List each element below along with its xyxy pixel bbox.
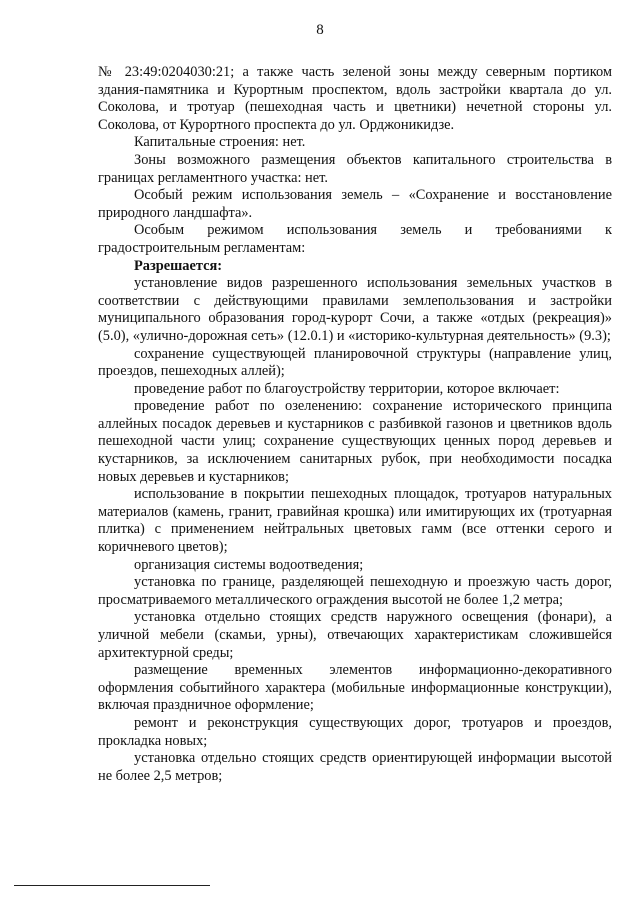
paragraph-road-repair: ремонт и реконструкция существующих дорог, тротуаров и проездов, прокладка новых;: [98, 714, 612, 749]
paragraph-lighting-furniture: установка отдельно стоящих средств наружного освещения (фонари), а уличной мебели (скамьи, урны), отвечающих характеристикам сложившейся архитектурной среды;: [98, 609, 612, 661]
paragraph-paving-materials: использование в покрытии пешеходных площадок, тротуаров натуральных материалов (камень, гранит, гравийная крошка) или имитирующих их (тротуарная плитка) с применением нейтральных цветовых гамм (все оттенки серого и коричневого цветов);: [98, 486, 612, 556]
paragraph-land-use-types: установление видов разрешенного использования земельных участков в соответствии с действующими правилами землепользования и застройки муниципального образования город-курорт Сочи, а также «отдых (рекреация)» (5.0), «улично-дорожная сеть» (12.0.1) и «историко-культурная деятельность» (9.3);: [98, 275, 612, 344]
footnote-separator-line: [14, 885, 210, 886]
paragraph-capital-buildings: Капитальные строения: нет.: [134, 134, 306, 151]
paragraph-cadastral-continuation: № 23:49:0204030:21; а также часть зеленой зоны между северным портиком здания-памятника и Курортным проспектом, вдоль застройки квартала до ул. Соколова, и тротуар (пешеходная часть и цветники) нечетной стороны ул. Соколова, от Курортного проспекта до ул. Орджоникидзе.: [98, 64, 612, 133]
paragraph-fencing: установка по границе, разделяющей пешеходную и проезжую часть дорог, просматриваемого металлического ограждения высотой не более 1,2 метра;: [98, 574, 612, 608]
section-heading-allowed: Разрешается:: [134, 257, 223, 274]
paragraph-special-regime: Особый режим использования земель – «Сохранение и восстановление природного ландшафта».: [98, 187, 612, 221]
page-number: 8: [316, 22, 324, 38]
paragraph-greening: проведение работ по озеленению: сохранение исторического принципа аллейных посадок деревьев и кустарников с разбивкой газонов и цветников вдоль пешеходной части улиц; сохранение существующих ценных пород деревьев и кустарников, за исключением санитарных рубок, при необходимости посадка новых деревьев и кустарников;: [98, 398, 612, 485]
paragraph-wayfinding-signs: установка отдельно стоящих средств ориентирующей информации высотой не более 2,5 метров;: [98, 750, 612, 784]
paragraph-regulations-intro: Особым режимом использования земель и требованиями к градостроительным регламентам:: [98, 222, 612, 256]
paragraph-landscaping-works: проведение работ по благоустройству территории, которое включает:: [134, 380, 560, 397]
document-body: [98, 64, 612, 785]
paragraph-construction-zones: Зоны возможного размещения объектов капитального строительства в границах регламентного участка: нет.: [98, 151, 612, 186]
paragraph-planning-structure: сохранение существующей планировочной структуры (направление улиц, проездов, пешеходных аллей);: [98, 345, 612, 380]
paragraph-temporary-decor: размещение временных элементов информационно-декоративного оформления событийного характера (мобильные информационные конструкции), включая праздничное оформление;: [98, 662, 612, 714]
paragraph-drainage: организация системы водоотведения;: [134, 556, 364, 573]
